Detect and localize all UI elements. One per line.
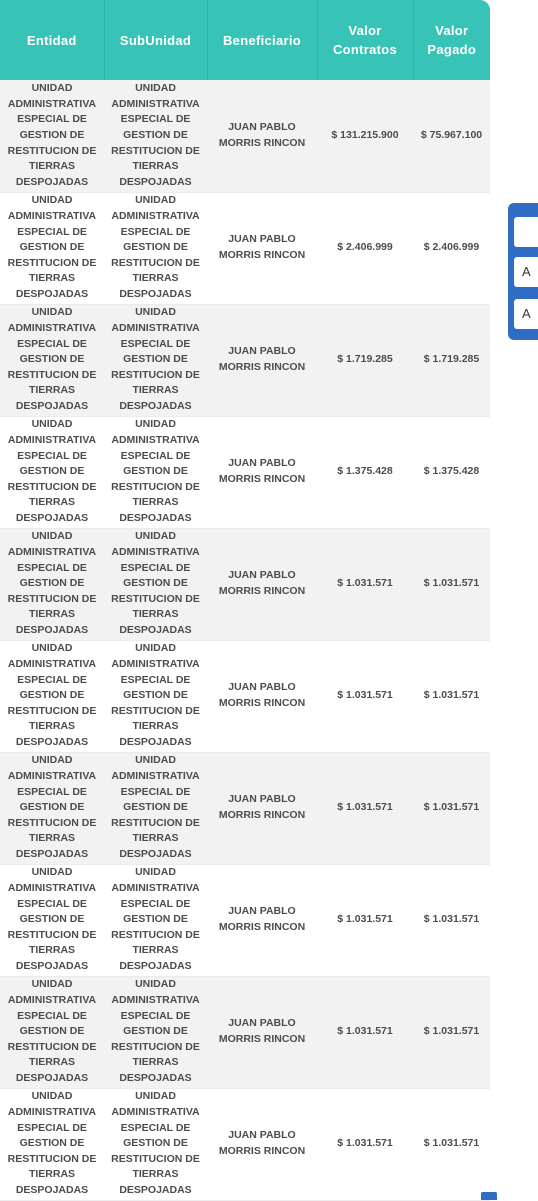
column-header-valor-pagado[interactable]: Valor Pagado [413,0,490,80]
cell-entidad: UNIDAD ADMINISTRATIVA ESPECIAL DE GESTION DE RESTITUCION DE TIERRAS DESPOJADAS [0,976,104,1088]
cell-valor-pagado: $ 1.031.571 [413,640,490,752]
cell-valor-contratos: $ 1.031.571 [317,864,413,976]
cell-subunidad: UNIDAD ADMINISTRATIVA ESPECIAL DE GESTION DE RESTITUCION DE TIERRAS DESPOJADAS [104,1088,207,1200]
cell-valor-pagado: $ 1.031.571 [413,752,490,864]
cell-valor-contratos: $ 1.375.428 [317,416,413,528]
cell-valor-contratos: $ 1.031.571 [317,528,413,640]
cell-beneficiario: JUAN PABLO MORRIS RINCON [207,528,317,640]
cell-entidad: UNIDAD ADMINISTRATIVA ESPECIAL DE GESTION DE RESTITUCION DE TIERRAS DESPOJADAS [0,752,104,864]
cell-subunidad: UNIDAD ADMINISTRATIVA ESPECIAL DE GESTION DE RESTITUCION DE TIERRAS DESPOJADAS [104,640,207,752]
scroll-to-top-button[interactable] [481,1192,497,1200]
table-row [0,976,490,1088]
cell-entidad: UNIDAD ADMINISTRATIVA ESPECIAL DE GESTION DE RESTITUCION DE TIERRAS DESPOJADAS [0,864,104,976]
cell-valor-contratos: $ 1.031.571 [317,752,413,864]
cell-beneficiario: JUAN PABLO MORRIS RINCON [207,416,317,528]
cell-beneficiario: JUAN PABLO MORRIS RINCON [207,864,317,976]
cell-valor-pagado: $ 1.031.571 [413,1088,490,1200]
table-row [0,864,490,976]
cell-valor-pagado: $ 1.375.428 [413,416,490,528]
cell-valor-pagado: $ 75.967.100 [413,80,490,192]
column-header-subunidad[interactable]: SubUnidad [104,0,207,80]
table-row [0,304,490,416]
cell-entidad: UNIDAD ADMINISTRATIVA ESPECIAL DE GESTION DE RESTITUCION DE TIERRAS DESPOJADAS [0,640,104,752]
cell-entidad: UNIDAD ADMINISTRATIVA ESPECIAL DE GESTION DE RESTITUCION DE TIERRAS DESPOJADAS [0,192,104,304]
cell-beneficiario: JUAN PABLO MORRIS RINCON [207,192,317,304]
cell-beneficiario: JUAN PABLO MORRIS RINCON [207,1088,317,1200]
cell-beneficiario: JUAN PABLO MORRIS RINCON [207,304,317,416]
cell-beneficiario: JUAN PABLO MORRIS RINCON [207,640,317,752]
cell-subunidad: UNIDAD ADMINISTRATIVA ESPECIAL DE GESTION DE RESTITUCION DE TIERRAS DESPOJADAS [104,976,207,1088]
cell-valor-pagado: $ 1.031.571 [413,864,490,976]
cell-entidad: UNIDAD ADMINISTRATIVA ESPECIAL DE GESTION DE RESTITUCION DE TIERRAS DESPOJADAS [0,304,104,416]
table-row [0,528,490,640]
table-row [0,416,490,528]
side-widget-item-1[interactable] [514,217,538,247]
cell-valor-pagado: $ 1.719.285 [413,304,490,416]
cell-beneficiario: JUAN PABLO MORRIS RINCON [207,752,317,864]
cell-beneficiario: JUAN PABLO MORRIS RINCON [207,80,317,192]
cell-valor-pagado: $ 2.406.999 [413,192,490,304]
cell-valor-contratos: $ 1.031.571 [317,976,413,1088]
side-widget-item-2[interactable]: A [514,257,538,287]
cell-subunidad: UNIDAD ADMINISTRATIVA ESPECIAL DE GESTION DE RESTITUCION DE TIERRAS DESPOJADAS [104,752,207,864]
side-widget-item-3[interactable]: A [514,299,538,329]
side-accessibility-widget[interactable] [508,203,538,340]
cell-valor-contratos: $ 1.031.571 [317,1088,413,1200]
cell-valor-contratos: $ 1.031.571 [317,640,413,752]
cell-beneficiario: JUAN PABLO MORRIS RINCON [207,976,317,1088]
table-row [0,1088,490,1200]
cell-entidad: UNIDAD ADMINISTRATIVA ESPECIAL DE GESTION DE RESTITUCION DE TIERRAS DESPOJADAS [0,528,104,640]
cell-entidad: UNIDAD ADMINISTRATIVA ESPECIAL DE GESTION DE RESTITUCION DE TIERRAS DESPOJADAS [0,1088,104,1200]
column-header-entidad[interactable]: Entidad [0,0,104,80]
table-row [0,640,490,752]
cell-entidad: UNIDAD ADMINISTRATIVA ESPECIAL DE GESTION DE RESTITUCION DE TIERRAS DESPOJADAS [0,416,104,528]
table-header [0,0,490,80]
cell-subunidad: UNIDAD ADMINISTRATIVA ESPECIAL DE GESTION DE RESTITUCION DE TIERRAS DESPOJADAS [104,416,207,528]
cell-subunidad: UNIDAD ADMINISTRATIVA ESPECIAL DE GESTION DE RESTITUCION DE TIERRAS DESPOJADAS [104,304,207,416]
cell-valor-contratos: $ 2.406.999 [317,192,413,304]
header-row [0,0,490,80]
cell-valor-pagado: $ 1.031.571 [413,976,490,1088]
column-header-valor-contratos[interactable]: Valor Contratos [317,0,413,80]
cell-subunidad: UNIDAD ADMINISTRATIVA ESPECIAL DE GESTION DE RESTITUCION DE TIERRAS DESPOJADAS [104,192,207,304]
cell-valor-contratos: $ 131.215.900 [317,80,413,192]
cell-valor-contratos: $ 1.719.285 [317,304,413,416]
cell-entidad: UNIDAD ADMINISTRATIVA ESPECIAL DE GESTION DE RESTITUCION DE TIERRAS DESPOJADAS [0,80,104,192]
table-row [0,80,490,192]
cell-valor-pagado: $ 1.031.571 [413,528,490,640]
cell-subunidad: UNIDAD ADMINISTRATIVA ESPECIAL DE GESTION DE RESTITUCION DE TIERRAS DESPOJADAS [104,80,207,192]
cell-subunidad: UNIDAD ADMINISTRATIVA ESPECIAL DE GESTION DE RESTITUCION DE TIERRAS DESPOJADAS [104,528,207,640]
table-row [0,192,490,304]
table-body [0,80,490,1200]
cell-subunidad: UNIDAD ADMINISTRATIVA ESPECIAL DE GESTION DE RESTITUCION DE TIERRAS DESPOJADAS [104,864,207,976]
column-header-beneficiario[interactable]: Beneficiario [207,0,317,80]
table-row [0,752,490,864]
